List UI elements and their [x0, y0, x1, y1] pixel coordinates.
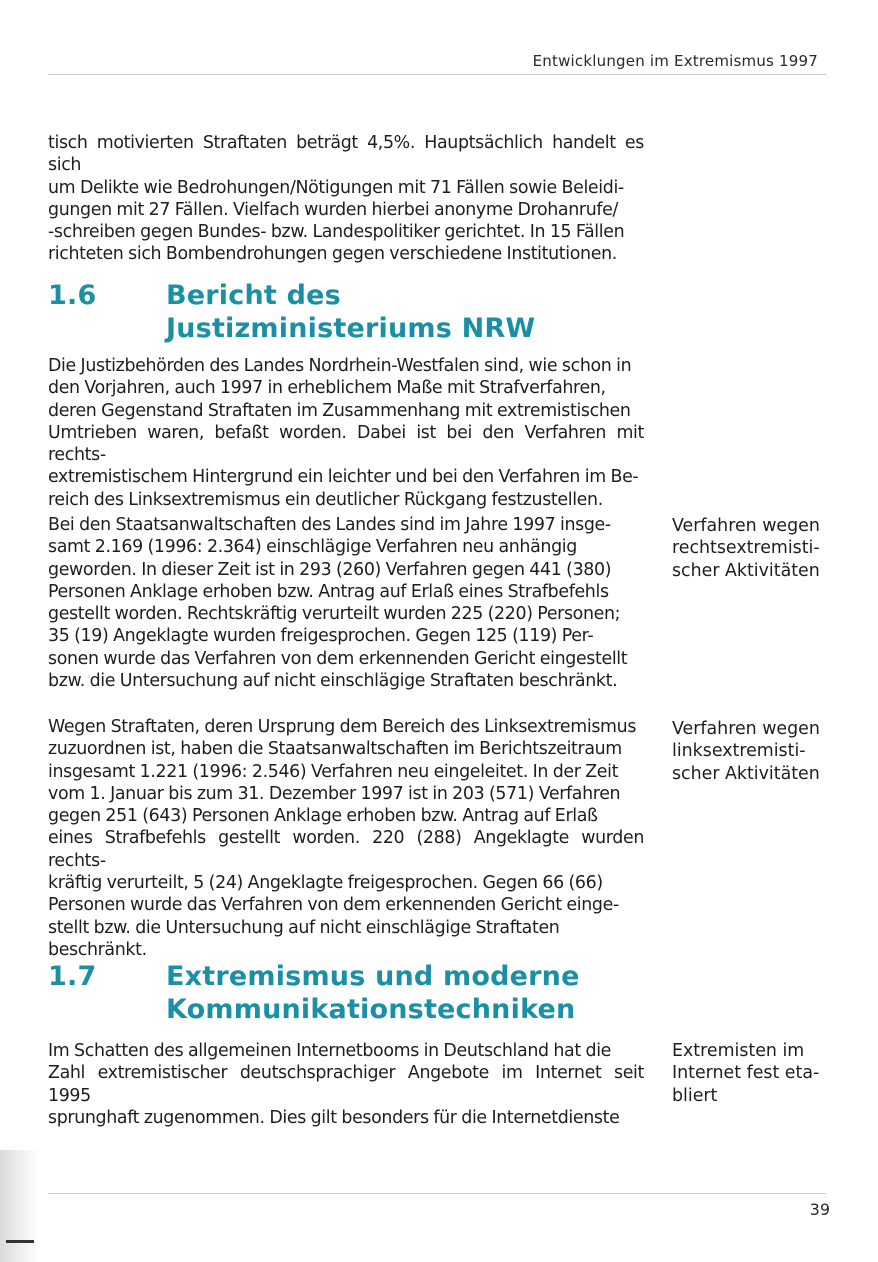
text-line: bzw. die Untersuchung auf nicht einschlägige Straftaten beschränkt. — [48, 671, 618, 692]
intro-line: gungen mit 27 Fällen. Vielfach wurden hierbei anonyme Drohanrufe/ — [48, 199, 618, 220]
section-1-7-paragraph-1 — [48, 1040, 644, 1129]
running-header: Entwicklungen im Extremismus 1997 — [532, 52, 818, 70]
text-line: Im Schatten des allgemeinen Internetbooms in Deutschland hat die — [48, 1041, 612, 1061]
intro-line: richteten sich Bombendrohungen gegen verschiedene Institutionen. — [48, 244, 617, 265]
text-line: Personen Anklage erhoben bzw. Antrag auf Erlaß eines Strafbefehls — [48, 581, 609, 602]
text-line: samt 2.169 (1996: 2.364) einschlägige Verfahren neu anhängig — [48, 537, 577, 558]
section-1-6-paragraph-2 — [48, 514, 644, 692]
text-line: eines Strafbefehls gestellt worden. 220 (288) Angeklagte wurden rechts- — [48, 828, 644, 871]
section-heading-1-7 — [48, 960, 636, 1026]
text-line: den Vorjahren, auch 1997 in erheblichem Maße mit Strafverfahren, — [48, 378, 606, 399]
binding-shadow — [0, 1150, 40, 1262]
text-line: reich des Linksextremismus ein deutlicher Rückgang festzustellen. — [48, 489, 603, 510]
text-line: 35 (19) Angeklagte wurden freigesprochen. Gegen 125 (119) Per- — [48, 626, 594, 647]
footer-rule — [48, 1193, 826, 1194]
text-line: Personen wurde das Verfahren von dem erkennenden Gericht einge- — [48, 895, 619, 916]
section-number: 1.6 — [48, 280, 97, 311]
section-title: Extremismus und moderne Kommunikationstechniken — [166, 961, 580, 1025]
text-line: insgesamt 1.221 (1996: 2.546) Verfahren neu eingeleitet. In der Zeit — [48, 761, 619, 782]
text-line: deren Gegenstand Straftaten im Zusammenhang mit extremistischen — [48, 400, 631, 421]
text-line: sprunghaft zugenommen. Dies gilt besonders für die Internetdienste — [48, 1107, 620, 1128]
text-line: Umtrieben waren, befaßt worden. Dabei ist bei den Verfahren mit rechts- — [48, 422, 644, 466]
header-rule — [48, 74, 826, 75]
section-title: Bericht des Justizministeriums NRW — [166, 280, 536, 344]
text-line: kräftig verurteilt, 5 (24) Angeklagte freigesprochen. Gegen 66 (66) — [48, 873, 603, 894]
text-line: extremistischem Hintergrund ein leichter und bei den Verfahren im Be- — [48, 467, 639, 488]
section-1-6-paragraph-1 — [48, 355, 644, 511]
text-line: Die Justizbehörden des Landes Nordrhein-Westfalen sind, wie schon in — [48, 356, 632, 376]
text-line: sonen wurde das Verfahren von dem erkennenden Gericht eingestellt — [48, 648, 628, 669]
text-line: Bei den Staatsanwaltschaften des Landes sind im Jahre 1997 insge- — [48, 515, 611, 535]
margin-note-left-wing: Verfahren wegen linksextremisti-scher Aktivitäten — [672, 719, 820, 784]
section-heading-1-6 — [48, 279, 636, 345]
text-line: zuzuordnen ist, haben die Staatsanwaltschaften im Berichtszeitraum — [48, 739, 622, 760]
text-line: Zahl extremistischer deutschsprachiger Angebote im Internet seit 1995 — [48, 1063, 644, 1106]
page-number: 39 — [809, 1200, 830, 1219]
intro-line: tisch motivierten Straftaten beträgt 4,5%. Hauptsächlich handelt es sich — [48, 133, 644, 176]
text-line: gestellt worden. Rechtskräftig verurteilt wurden 225 (220) Personen; — [48, 604, 621, 625]
intro-line: um Delikte wie Bedrohungen/Nötigungen mit 71 Fällen sowie Beleidi- — [48, 177, 624, 198]
margin-note-right-wing: Verfahren wegen rechtsextremisti-scher Aktivitäten — [672, 516, 820, 581]
text-line: gegen 251 (643) Personen Anklage erhoben bzw. Antrag auf Erlaß — [48, 806, 598, 827]
text-line: Wegen Straftaten, deren Ursprung dem Bereich des Linksextremismus — [48, 717, 637, 737]
text-line: stellt bzw. die Untersuchung auf nicht einschlägige Straftaten beschränkt. — [48, 917, 560, 960]
binding-mark — [6, 1240, 34, 1243]
margin-note-internet: Extremisten im Internet fest eta-bliert — [672, 1041, 820, 1106]
intro-paragraph — [48, 132, 644, 266]
section-number: 1.7 — [48, 961, 97, 992]
intro-line: -schreiben gegen Bundes- bzw. Landespolitiker gerichtet. In 15 Fällen — [48, 222, 625, 243]
text-line: geworden. In dieser Zeit ist in 293 (260) Verfahren gegen 441 (380) — [48, 559, 612, 580]
section-1-6-paragraph-3 — [48, 716, 644, 961]
text-line: vom 1. Januar bis zum 31. Dezember 1997 ist in 203 (571) Verfahren — [48, 783, 621, 804]
